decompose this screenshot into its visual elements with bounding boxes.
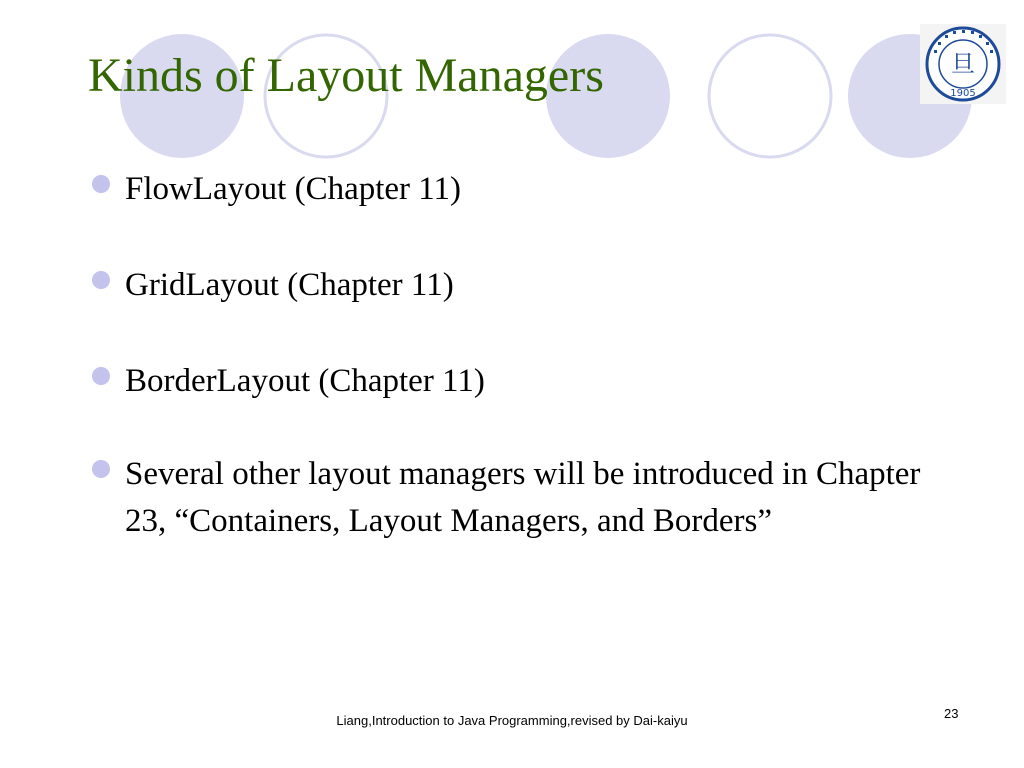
page-number: 23	[944, 706, 959, 721]
logo-year: 1905	[950, 88, 976, 99]
slide-title: Kinds of Layout Managers	[88, 49, 604, 102]
bullet-dot-icon	[92, 367, 110, 385]
bullet-dot-icon	[92, 175, 110, 193]
slide-footer: Liang,Introduction to Java Programming,revised by Dai-kaiyu	[336, 713, 688, 728]
university-logo	[920, 24, 1006, 104]
bullet-text: Several other layout managers will be introduced in Chapter 23, “Containers, Layout Managers, and Borders”	[125, 456, 921, 539]
bullet-dot-icon	[92, 271, 110, 289]
logo-center-char: 旦	[951, 50, 975, 78]
bullet-dot-icon	[92, 460, 110, 478]
deco-circle-outline	[709, 35, 831, 157]
bullet-text: FlowLayout (Chapter 11)	[125, 171, 462, 207]
seal-icon	[920, 24, 1006, 104]
bullet-text: GridLayout (Chapter 11)	[125, 267, 454, 303]
bullet-text: BorderLayout (Chapter 11)	[125, 363, 485, 399]
